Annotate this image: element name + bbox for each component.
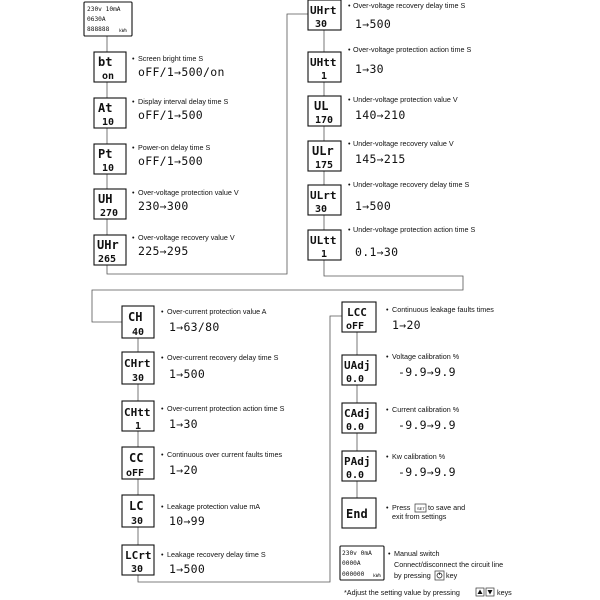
lcd-value: 0.0 (346, 470, 365, 481)
col1-item (94, 52, 225, 82)
footnote-pre: *Adjust the setting value by pressing (344, 588, 460, 597)
manual-line3-pre: by pressing (394, 571, 431, 580)
param-range: 145→215 (355, 152, 406, 166)
param-label: Over-current recovery delay time S (167, 353, 279, 362)
param-label: Voltage calibration % (392, 352, 460, 361)
lcd-code: PAdj (344, 455, 371, 468)
lcd-code: UHr (97, 238, 119, 252)
lcd-value: 1 (135, 421, 142, 432)
col2-item (308, 139, 454, 171)
param-range: oFF/1→500 (138, 154, 204, 168)
lcd-code: LCrt (125, 549, 152, 562)
manual-title: Manual switch (394, 549, 440, 558)
manual-display-line3: 000000 (342, 571, 365, 578)
lcd-code: CAdj (344, 407, 371, 420)
lcd-code: bt (98, 55, 113, 69)
lcd-value: 10 (102, 117, 115, 128)
param-range: 1→63/80 (169, 320, 220, 334)
lcd-value: oFF (126, 468, 145, 479)
svg-text:•: • (132, 188, 135, 197)
param-label: Power-on delay time S (138, 143, 211, 152)
lcd-code: CC (129, 451, 144, 465)
manual-display-line1: 230v 0mA (342, 550, 372, 557)
param-range: 1→500 (355, 199, 392, 213)
col4-item (342, 498, 465, 528)
lcd-value: 30 (315, 204, 328, 215)
param-range: 1→30 (169, 417, 198, 431)
svg-text:•: • (161, 502, 164, 511)
header-display-line2: 0630A (87, 16, 106, 23)
param-range: -9.9→9.9 (398, 365, 456, 379)
param-range: 0.1→30 (355, 245, 399, 259)
manual-switch (340, 546, 503, 580)
param-range: 230→300 (138, 199, 189, 213)
param-label: Display interval delay time S (138, 97, 229, 106)
param-label: Over-current protection value A (167, 307, 267, 316)
lcd-value: 30 (315, 19, 328, 30)
param-label: Leakage protection value mA (167, 502, 261, 511)
param-label: Over-voltage protection value V (138, 188, 239, 197)
svg-text:•: • (348, 95, 351, 104)
lcd-code: At (98, 101, 113, 115)
set-key-label: SET (417, 506, 425, 511)
param-label: Over-voltage recovery delay time S (353, 1, 466, 10)
lcd-code: ULr (312, 144, 334, 158)
lcd-value: 30 (131, 564, 144, 575)
svg-text:•: • (386, 305, 389, 314)
param-range: -9.9→9.9 (398, 418, 456, 432)
param-label: Kw calibration % (392, 452, 446, 461)
col1-item (94, 97, 228, 128)
col4-item (342, 403, 460, 433)
param-range: 1→20 (169, 463, 198, 477)
param-range: 1→20 (392, 318, 421, 332)
lcd-code: UHtt (310, 56, 337, 69)
col3-item (122, 495, 260, 528)
svg-text:•: • (348, 1, 351, 10)
header-display (84, 2, 132, 36)
col2-item (308, 45, 471, 82)
param-label: Over-voltage recovery value V (138, 233, 235, 242)
svg-text:•: • (388, 549, 391, 558)
col3-item (122, 352, 279, 384)
svg-text:•: • (161, 404, 164, 413)
svg-text:•: • (348, 225, 351, 234)
param-label: Under-voltage protection action time S (353, 225, 476, 234)
lcd-code: LCC (347, 306, 367, 319)
col3-item (122, 401, 285, 432)
col4-item (342, 302, 494, 332)
param-range: 1→500 (169, 367, 206, 381)
col2-item (308, 225, 475, 260)
param-range: 10→99 (169, 514, 206, 528)
param-range: 1→500 (355, 17, 392, 31)
header-display-unit: kWh (119, 29, 128, 34)
manual-line3-post: key (446, 571, 458, 580)
param-range: oFF/1→500/on (138, 65, 225, 79)
svg-text:•: • (348, 180, 351, 189)
param-label: Screen bright time S (138, 54, 204, 63)
lcd-code: CHrt (124, 357, 151, 370)
svg-text:•: • (348, 139, 351, 148)
svg-text:•: • (161, 307, 164, 316)
svg-text:•: • (386, 405, 389, 414)
param-label: Over-voltage protection action time S (353, 45, 472, 54)
lcd-value: 30 (131, 516, 144, 527)
lcd-code: ULtt (310, 234, 337, 247)
param-range: -9.9→9.9 (398, 465, 456, 479)
lcd-code: ULrt (310, 189, 337, 202)
param-range: oFF/1→500 (138, 108, 204, 122)
lcd-value: 0.0 (346, 422, 365, 433)
power-key-icon (435, 571, 444, 580)
svg-text:•: • (161, 550, 164, 559)
lcd-value: 10 (102, 163, 115, 174)
lcd-code: LC (129, 499, 144, 513)
lcd-value: 1 (321, 71, 328, 82)
lcd-code: Pt (98, 147, 113, 161)
header-display-line1: 230v 10mA (87, 6, 121, 13)
param-range: 1→500 (169, 562, 206, 576)
lcd-value: on (102, 71, 115, 82)
param-label-pre: Press (392, 503, 411, 512)
param-label: Over-current protection action time S (167, 404, 285, 413)
svg-text:•: • (386, 452, 389, 461)
param-label: Continuous leakage faults times (392, 305, 494, 314)
lcd-code: End (346, 507, 368, 521)
svg-text:•: • (386, 503, 389, 512)
svg-text:•: • (132, 54, 135, 63)
lcd-value: 0.0 (346, 374, 365, 385)
col3-item (122, 545, 266, 576)
manual-display-line2: 0000A (342, 560, 361, 567)
param-label: Under-voltage recovery value V (353, 139, 454, 148)
lcd-code: CH (128, 310, 143, 324)
col1-item (94, 188, 239, 219)
lcd-value: oFF (346, 321, 365, 332)
lcd-value: 170 (315, 115, 334, 126)
param-range: 140→210 (355, 108, 406, 122)
lcd-code: UHrt (310, 4, 337, 17)
param-range: 225→295 (138, 244, 189, 258)
col4-item (342, 352, 460, 385)
svg-text:•: • (132, 233, 135, 242)
svg-text:•: • (161, 353, 164, 362)
col2-item (308, 95, 458, 126)
param-label: Continuous over current faults times (167, 450, 283, 459)
svg-text:•: • (348, 45, 351, 54)
footnote (344, 588, 512, 597)
lcd-code: CHtt (124, 406, 151, 419)
lcd-code: UL (314, 99, 329, 113)
svg-text:•: • (132, 143, 135, 152)
svg-text:•: • (161, 450, 164, 459)
col3-item (122, 447, 282, 479)
lcd-value: 30 (132, 373, 145, 384)
footnote-post: keys (497, 588, 512, 597)
lcd-value: 265 (98, 254, 117, 265)
col3-item (122, 306, 267, 338)
col2-item (308, 0, 465, 31)
param-label: Under-voltage protection value V (353, 95, 458, 104)
col2-item (308, 180, 469, 215)
param-label-2: exit from settings (392, 512, 447, 521)
lcd-value: 175 (315, 160, 334, 171)
param-range: 1→30 (355, 62, 384, 76)
lcd-code: UH (98, 192, 113, 206)
param-label-post: to save and (428, 503, 466, 512)
lcd-value: 1 (321, 249, 328, 260)
lcd-code: UAdj (344, 359, 371, 372)
svg-text:•: • (386, 352, 389, 361)
param-label: Under-voltage recovery delay time S (353, 180, 470, 189)
param-label: Leakage recovery delay time S (167, 550, 266, 559)
col1-item (94, 233, 235, 265)
lcd-value: 270 (100, 208, 119, 219)
param-label: Current calibration % (392, 405, 460, 414)
svg-text:•: • (132, 97, 135, 106)
lcd-value: 40 (132, 327, 145, 338)
manual-display-unit: kWh (373, 574, 382, 579)
col1-item (94, 143, 211, 174)
manual-line2: Connect/disconnect the circuit line (394, 560, 504, 569)
col4-item (342, 451, 456, 481)
header-display-line3: 888888 (87, 26, 110, 33)
